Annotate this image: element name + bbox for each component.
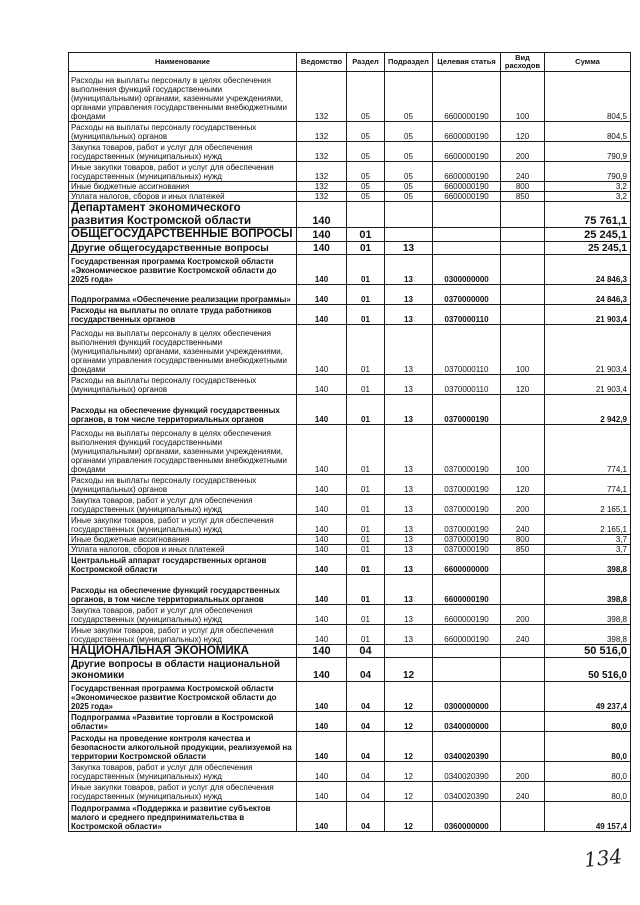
row-name-cell: Расходы на выплаты персоналу в целях обеспечения выполнения функций государственными (муниципальными) органами, казенными учреждениями, органами управления государственными внебюджетными фондами <box>69 424 297 474</box>
row-department-cell: 140 <box>297 658 347 682</box>
row-expense-type-cell: 100 <box>501 424 545 474</box>
row-expense-type-cell <box>501 658 545 682</box>
row-amount-cell: 50 516,0 <box>545 658 631 682</box>
row-amount-cell: 790,9 <box>545 162 631 182</box>
row-subsection-cell: 13 <box>385 254 433 284</box>
row-section-cell: 05 <box>347 122 385 142</box>
table-row <box>69 514 631 534</box>
table-row <box>69 324 631 374</box>
row-section-cell: 01 <box>347 534 385 544</box>
row-subsection-cell: 13 <box>385 494 433 514</box>
row-section-cell: 04 <box>347 802 385 832</box>
table-row <box>69 72 631 122</box>
table-row <box>69 658 631 682</box>
row-expense-type-cell: 800 <box>501 534 545 544</box>
row-department-cell: 140 <box>297 624 347 644</box>
row-target-article-cell: 0370000190 <box>433 494 501 514</box>
row-subsection-cell: 05 <box>385 72 433 122</box>
table-row <box>69 202 631 228</box>
row-expense-type-cell <box>501 682 545 712</box>
row-department-cell: 140 <box>297 494 347 514</box>
row-section-cell: 04 <box>347 762 385 782</box>
row-target-article-cell: 0340000000 <box>433 712 501 732</box>
row-name-cell: Другие вопросы в области национальной экономики <box>69 658 297 682</box>
table-row <box>69 604 631 624</box>
row-subsection-cell: 12 <box>385 712 433 732</box>
table-row <box>69 254 631 284</box>
row-name-cell: Расходы на выплаты персоналу государственных (муниципальных) органов <box>69 122 297 142</box>
row-amount-cell: 80,0 <box>545 782 631 802</box>
row-amount-cell: 398,8 <box>545 554 631 574</box>
row-subsection-cell: 12 <box>385 802 433 832</box>
row-department-cell: 140 <box>297 228 347 242</box>
row-section-cell: 01 <box>347 544 385 554</box>
row-expense-type-cell <box>501 228 545 242</box>
header-department: Ведомство <box>297 53 347 72</box>
row-target-article-cell: 0370000190 <box>433 544 501 554</box>
row-amount-cell: 3,7 <box>545 534 631 544</box>
row-department-cell: 140 <box>297 474 347 494</box>
row-name-cell: Уплата налогов, сборов и иных платежей <box>69 192 297 202</box>
row-section-cell: 01 <box>347 554 385 574</box>
row-name-cell: Закупка товаров, работ и услуг для обеспечения государственных (муниципальных) нужд <box>69 604 297 624</box>
row-amount-cell: 2 942,9 <box>545 394 631 424</box>
row-expense-type-cell <box>501 712 545 732</box>
row-department-cell: 140 <box>297 284 347 304</box>
row-subsection-cell: 12 <box>385 762 433 782</box>
row-department-cell: 140 <box>297 424 347 474</box>
row-expense-type-cell: 240 <box>501 514 545 534</box>
row-expense-type-cell: 240 <box>501 162 545 182</box>
row-expense-type-cell: 240 <box>501 624 545 644</box>
row-name-cell: Расходы на выплаты по оплате труда работников государственных органов <box>69 304 297 324</box>
row-subsection-cell: 12 <box>385 732 433 762</box>
row-target-article-cell: 6600000190 <box>433 192 501 202</box>
row-expense-type-cell: 850 <box>501 192 545 202</box>
row-expense-type-cell: 800 <box>501 182 545 192</box>
row-expense-type-cell: 120 <box>501 122 545 142</box>
row-subsection-cell: 05 <box>385 192 433 202</box>
row-section-cell: 01 <box>347 394 385 424</box>
row-department-cell: 140 <box>297 574 347 604</box>
row-expense-type-cell <box>501 394 545 424</box>
row-amount-cell: 25 245,1 <box>545 228 631 242</box>
header-amount: Сумма <box>545 53 631 72</box>
row-target-article-cell: 6600000190 <box>433 162 501 182</box>
row-name-cell: Иные бюджетные ассигнования <box>69 182 297 192</box>
row-department-cell: 132 <box>297 72 347 122</box>
table-row <box>69 304 631 324</box>
row-amount-cell: 774,1 <box>545 424 631 474</box>
row-name-cell: Иные закупки товаров, работ и услуг для обеспечения государственных (муниципальных) нужд <box>69 162 297 182</box>
row-section-cell: 05 <box>347 192 385 202</box>
row-department-cell: 140 <box>297 374 347 394</box>
table-row <box>69 762 631 782</box>
row-target-article-cell: 0370000190 <box>433 474 501 494</box>
row-subsection-cell: 13 <box>385 514 433 534</box>
table-row <box>69 802 631 832</box>
row-expense-type-cell <box>501 644 545 658</box>
row-department-cell: 140 <box>297 202 347 228</box>
row-name-cell: Закупка товаров, работ и услуг для обеспечения государственных (муниципальных) нужд <box>69 494 297 514</box>
row-subsection-cell: 05 <box>385 142 433 162</box>
row-name-cell: Департамент экономического развития Костромской области <box>69 202 297 228</box>
row-section-cell: 01 <box>347 514 385 534</box>
table-row <box>69 122 631 142</box>
row-subsection-cell: 12 <box>385 782 433 802</box>
table-body <box>69 72 631 832</box>
row-section-cell: 01 <box>347 574 385 604</box>
row-subsection-cell: 05 <box>385 122 433 142</box>
row-amount-cell: 25 245,1 <box>545 241 631 254</box>
row-department-cell: 140 <box>297 544 347 554</box>
row-target-article-cell: 0370000110 <box>433 374 501 394</box>
row-department-cell: 132 <box>297 192 347 202</box>
row-section-cell: 01 <box>347 494 385 514</box>
header-section: Раздел <box>347 53 385 72</box>
row-target-article-cell: 0370000190 <box>433 394 501 424</box>
row-section-cell: 04 <box>347 732 385 762</box>
row-section-cell: 01 <box>347 284 385 304</box>
row-amount-cell: 774,1 <box>545 474 631 494</box>
row-expense-type-cell <box>501 241 545 254</box>
table-row <box>69 494 631 514</box>
row-expense-type-cell <box>501 732 545 762</box>
row-name-cell: Закупка товаров, работ и услуг для обеспечения государственных (муниципальных) нужд <box>69 762 297 782</box>
row-target-article-cell: 0300000000 <box>433 254 501 284</box>
row-target-article-cell <box>433 202 501 228</box>
row-department-cell: 140 <box>297 604 347 624</box>
row-amount-cell: 804,5 <box>545 72 631 122</box>
row-amount-cell: 3,2 <box>545 192 631 202</box>
row-section-cell: 01 <box>347 254 385 284</box>
row-department-cell: 140 <box>297 682 347 712</box>
row-section-cell: 01 <box>347 304 385 324</box>
header-expense-type: Вид расходов <box>501 53 545 72</box>
table-row <box>69 544 631 554</box>
row-subsection-cell: 12 <box>385 658 433 682</box>
row-expense-type-cell <box>501 254 545 284</box>
table-row <box>69 228 631 242</box>
row-target-article-cell: 6600000190 <box>433 574 501 604</box>
row-expense-type-cell: 200 <box>501 604 545 624</box>
row-target-article-cell <box>433 644 501 658</box>
handwritten-page-number: 134 <box>582 844 624 872</box>
row-amount-cell: 2 165,1 <box>545 494 631 514</box>
row-subsection-cell: 13 <box>385 394 433 424</box>
row-target-article-cell: 0370000000 <box>433 284 501 304</box>
row-expense-type-cell: 120 <box>501 374 545 394</box>
row-department-cell: 140 <box>297 644 347 658</box>
row-department-cell: 132 <box>297 162 347 182</box>
row-department-cell: 140 <box>297 554 347 574</box>
row-subsection-cell: 05 <box>385 162 433 182</box>
row-amount-cell: 790,9 <box>545 142 631 162</box>
row-section-cell: 04 <box>347 782 385 802</box>
row-name-cell: Расходы на выплаты персоналу государственных (муниципальных) органов <box>69 474 297 494</box>
row-department-cell: 140 <box>297 782 347 802</box>
table-row <box>69 534 631 544</box>
row-name-cell: Подпрограмма «Обеспечение реализации программы» <box>69 284 297 304</box>
row-section-cell <box>347 202 385 228</box>
row-name-cell: Центральный аппарат государственных органов Костромской области <box>69 554 297 574</box>
row-subsection-cell: 13 <box>385 284 433 304</box>
row-section-cell: 01 <box>347 624 385 644</box>
row-target-article-cell: 0340020390 <box>433 732 501 762</box>
budget-sheet <box>68 52 630 832</box>
row-expense-type-cell <box>501 802 545 832</box>
row-target-article-cell: 0300000000 <box>433 682 501 712</box>
row-department-cell: 140 <box>297 394 347 424</box>
row-name-cell: Государственная программа Костромской области «Экономическое развитие Костромской области до 2025 года» <box>69 682 297 712</box>
row-subsection-cell: 05 <box>385 182 433 192</box>
row-name-cell: НАЦИОНАЛЬНАЯ ЭКОНОМИКА <box>69 644 297 658</box>
table-row <box>69 394 631 424</box>
budget-table <box>68 52 631 832</box>
row-expense-type-cell: 200 <box>501 494 545 514</box>
row-expense-type-cell: 200 <box>501 142 545 162</box>
row-section-cell: 01 <box>347 241 385 254</box>
row-department-cell: 140 <box>297 712 347 732</box>
row-expense-type-cell <box>501 574 545 604</box>
row-amount-cell: 398,8 <box>545 604 631 624</box>
table-row <box>69 682 631 712</box>
row-expense-type-cell <box>501 554 545 574</box>
row-department-cell: 132 <box>297 142 347 162</box>
row-section-cell: 01 <box>347 474 385 494</box>
row-subsection-cell: 13 <box>385 241 433 254</box>
row-expense-type-cell: 100 <box>501 72 545 122</box>
row-subsection-cell <box>385 228 433 242</box>
table-row <box>69 192 631 202</box>
row-amount-cell: 80,0 <box>545 762 631 782</box>
row-expense-type-cell <box>501 304 545 324</box>
row-name-cell: Расходы на обеспечение функций государственных органов, в том числе территориальных органов <box>69 394 297 424</box>
row-target-article-cell: 6600000190 <box>433 122 501 142</box>
row-section-cell: 01 <box>347 228 385 242</box>
row-department-cell: 140 <box>297 304 347 324</box>
row-amount-cell: 49 237,4 <box>545 682 631 712</box>
row-department-cell: 140 <box>297 732 347 762</box>
row-section-cell: 01 <box>347 604 385 624</box>
row-amount-cell: 24 846,3 <box>545 254 631 284</box>
row-amount-cell: 49 157,4 <box>545 802 631 832</box>
row-amount-cell: 80,0 <box>545 712 631 732</box>
header-name: Наименование <box>69 53 297 72</box>
row-target-article-cell: 0340020390 <box>433 762 501 782</box>
table-row <box>69 474 631 494</box>
row-section-cell: 01 <box>347 324 385 374</box>
row-name-cell: Государственная программа Костромской области «Экономическое развитие Костромской области до 2025 года» <box>69 254 297 284</box>
row-section-cell: 01 <box>347 424 385 474</box>
header-target-article: Целевая статья <box>433 53 501 72</box>
row-name-cell: Расходы на выплаты персоналу в целях обеспечения выполнения функций государственными (муниципальными) органами, казенными учреждениями, органами управления государственными внебюджетными фондами <box>69 72 297 122</box>
row-target-article-cell: 0340020390 <box>433 782 501 802</box>
row-target-article-cell: 6600000190 <box>433 142 501 162</box>
row-amount-cell: 3,7 <box>545 544 631 554</box>
row-name-cell: Расходы на выплаты персоналу государственных (муниципальных) органов <box>69 374 297 394</box>
row-subsection-cell: 13 <box>385 604 433 624</box>
row-section-cell: 04 <box>347 644 385 658</box>
row-department-cell: 140 <box>297 254 347 284</box>
row-target-article-cell <box>433 658 501 682</box>
row-department-cell: 140 <box>297 762 347 782</box>
row-name-cell: ОБЩЕГОСУДАРСТВЕННЫЕ ВОПРОСЫ <box>69 228 297 242</box>
row-amount-cell: 75 761,1 <box>545 202 631 228</box>
table-row <box>69 284 631 304</box>
row-name-cell: Расходы на выплаты персоналу в целях обеспечения выполнения функций государственными (муниципальными) органами, казенными учреждениями, органами управления государственными внебюджетными фондами <box>69 324 297 374</box>
row-amount-cell: 804,5 <box>545 122 631 142</box>
table-row <box>69 732 631 762</box>
row-target-article-cell <box>433 228 501 242</box>
table-row <box>69 374 631 394</box>
table-row <box>69 424 631 474</box>
row-name-cell: Закупка товаров, работ и услуг для обеспечения государственных (муниципальных) нужд <box>69 142 297 162</box>
row-subsection-cell: 12 <box>385 682 433 712</box>
table-row <box>69 241 631 254</box>
row-target-article-cell: 0370000190 <box>433 534 501 544</box>
row-amount-cell: 80,0 <box>545 732 631 762</box>
row-target-article-cell: 6600000000 <box>433 554 501 574</box>
row-section-cell: 01 <box>347 374 385 394</box>
row-target-article-cell: 0370000190 <box>433 514 501 534</box>
row-subsection-cell <box>385 202 433 228</box>
row-department-cell: 132 <box>297 182 347 192</box>
row-amount-cell: 24 846,3 <box>545 284 631 304</box>
row-subsection-cell: 13 <box>385 544 433 554</box>
row-name-cell: Расходы на проведение контроля качества и безопасности алкогольной продукции, реализуемой на территории Костромской области <box>69 732 297 762</box>
row-subsection-cell: 13 <box>385 574 433 604</box>
row-expense-type-cell: 850 <box>501 544 545 554</box>
row-name-cell: Иные закупки товаров, работ и услуг для обеспечения государственных (муниципальных) нужд <box>69 514 297 534</box>
table-row <box>69 162 631 182</box>
row-subsection-cell <box>385 644 433 658</box>
row-target-article-cell: 6600000190 <box>433 604 501 624</box>
row-name-cell: Уплата налогов, сборов и иных платежей <box>69 544 297 554</box>
row-subsection-cell: 13 <box>385 324 433 374</box>
row-subsection-cell: 13 <box>385 474 433 494</box>
row-name-cell: Иные бюджетные ассигнования <box>69 534 297 544</box>
table-header-row <box>69 53 631 72</box>
row-target-article-cell: 6600000190 <box>433 182 501 192</box>
row-amount-cell: 398,8 <box>545 624 631 644</box>
row-expense-type-cell: 120 <box>501 474 545 494</box>
row-name-cell: Иные закупки товаров, работ и услуг для обеспечения государственных (муниципальных) нужд <box>69 624 297 644</box>
row-section-cell: 04 <box>347 712 385 732</box>
row-section-cell: 05 <box>347 72 385 122</box>
table-row <box>69 142 631 162</box>
row-department-cell: 140 <box>297 324 347 374</box>
row-subsection-cell: 13 <box>385 624 433 644</box>
row-target-article-cell: 6600000190 <box>433 624 501 644</box>
row-name-cell: Другие общегосударственные вопросы <box>69 241 297 254</box>
row-name-cell: Иные закупки товаров, работ и услуг для обеспечения государственных (муниципальных) нужд <box>69 782 297 802</box>
row-subsection-cell: 13 <box>385 554 433 574</box>
row-department-cell: 140 <box>297 241 347 254</box>
row-expense-type-cell: 100 <box>501 324 545 374</box>
table-row <box>69 644 631 658</box>
row-amount-cell: 50 516,0 <box>545 644 631 658</box>
table-row <box>69 624 631 644</box>
row-subsection-cell: 13 <box>385 534 433 544</box>
table-row <box>69 782 631 802</box>
row-section-cell: 04 <box>347 682 385 712</box>
row-expense-type-cell: 240 <box>501 782 545 802</box>
row-section-cell: 05 <box>347 162 385 182</box>
table-row <box>69 574 631 604</box>
row-amount-cell: 21 903,4 <box>545 304 631 324</box>
row-target-article-cell: 0370000190 <box>433 424 501 474</box>
row-subsection-cell: 13 <box>385 424 433 474</box>
row-amount-cell: 3,2 <box>545 182 631 192</box>
row-subsection-cell: 13 <box>385 374 433 394</box>
row-target-article-cell: 6600000190 <box>433 72 501 122</box>
row-section-cell: 05 <box>347 182 385 192</box>
row-section-cell: 05 <box>347 142 385 162</box>
row-amount-cell: 21 903,4 <box>545 324 631 374</box>
row-department-cell: 140 <box>297 802 347 832</box>
row-target-article-cell <box>433 241 501 254</box>
row-subsection-cell: 13 <box>385 304 433 324</box>
row-department-cell: 140 <box>297 514 347 534</box>
table-row <box>69 554 631 574</box>
row-section-cell: 04 <box>347 658 385 682</box>
row-target-article-cell: 0370000110 <box>433 324 501 374</box>
row-department-cell: 140 <box>297 534 347 544</box>
row-expense-type-cell <box>501 202 545 228</box>
header-subsection: Подраздел <box>385 53 433 72</box>
row-amount-cell: 2 165,1 <box>545 514 631 534</box>
row-target-article-cell: 0360000000 <box>433 802 501 832</box>
row-department-cell: 132 <box>297 122 347 142</box>
row-name-cell: Расходы на обеспечение функций государственных органов, в том числе территориальных органов <box>69 574 297 604</box>
row-target-article-cell: 0370000110 <box>433 304 501 324</box>
table-row <box>69 182 631 192</box>
table-row <box>69 712 631 732</box>
row-amount-cell: 398,8 <box>545 574 631 604</box>
row-name-cell: Подпрограмма «Развитие торговли в Костромской области» <box>69 712 297 732</box>
row-expense-type-cell <box>501 284 545 304</box>
row-amount-cell: 21 903,4 <box>545 374 631 394</box>
row-expense-type-cell: 200 <box>501 762 545 782</box>
row-name-cell: Подпрограмма «Поддержка и развитие субъектов малого и среднего предпринимательства в Костромской области» <box>69 802 297 832</box>
